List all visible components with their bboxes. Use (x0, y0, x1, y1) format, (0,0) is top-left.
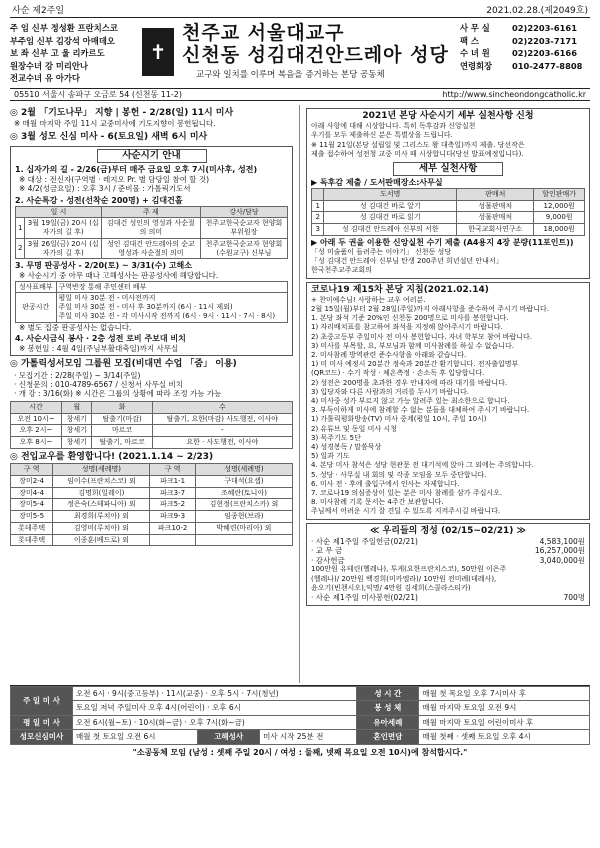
church-logo-icon: ✝ (142, 28, 174, 76)
footer-note: "소공동체 모임 (남성 : 셋째 주일 20시 / 여성 : 둘째, 넷째 목요일 오전 10시)에 참석합시다." (132, 747, 468, 757)
table-header: 주 제 (102, 206, 201, 218)
table-row: 롯데주택 김영미(루치아) 외 파크10-2 박혜련(마리아) 외 (11, 522, 293, 534)
title-box (182, 22, 460, 86)
parish-motto: 교구와 일치를 이루며 복음을 증거하는 본당 공동체 (196, 70, 385, 80)
clergy-line: 원장수녀 강 미리안나 (10, 60, 88, 71)
marian-mass-heading: ◎ 3월 성모 신심 미사 - 6(토요일) 새벽 6시 미사 (10, 131, 208, 142)
right-column (300, 105, 590, 683)
clergy-line: 부주임 신부 김강석 아매데오 (10, 35, 115, 46)
table-row: 오후 2시~ 창세기 마르코 - (11, 425, 293, 437)
lenten-guide-box (10, 146, 293, 357)
covid-line: 6. 미사 전 · 후에 출입구에서 인사는 자제합니다. (311, 479, 460, 488)
address-bar (10, 88, 590, 101)
table-header: 화 (92, 401, 152, 413)
table-row: 성모신심미사 매월 첫 토요일 오전 6시 고해성사 미사 시작 25분 전 혼인면담 매월 첫째 · 셋째 토요일 오후 4시 (11, 730, 590, 744)
covid-line: 2월 15일(월)부터 2월 28일(주일)까지 아래사항을 준수하여 주시기 바랍니다. (311, 305, 550, 313)
practice-heading: ▶ 독후감 제출 / 도서판매장소:사무실 (311, 177, 443, 187)
address: 05510 서울시 송파구 오금로 54 (신천동 11-2) (14, 90, 183, 99)
table-row: 3 성 김대건 안드레아 신부의 서한 한국교회사연구소 18,000원 (312, 224, 585, 236)
contact-row: 연령회장 010-2477-8808 (460, 60, 583, 71)
confession-table (15, 281, 288, 323)
bible-group-heading: ◎ 가톨릭성서모임 그룹원 모집(비대면 수업 「줌」 이용) (10, 359, 237, 370)
issue-week: 사순 제2주일 (12, 6, 65, 16)
table-row: 장미5-4 정은숙(스테파니아) 외 파크5-2 김현정(프란치스카) 외 (11, 499, 293, 511)
offering-row: · 감사헌금 3,040,000원 (311, 555, 585, 565)
contact-row: 팩 스 02)2203-7171 (460, 35, 577, 46)
table-header: 할인판매가 (534, 188, 585, 200)
table-row: 오전 10시~ 창세기 탈출기(마감) 탈출기, 요한(마감) 사도행전, 이사야 (11, 413, 293, 425)
covid-line: 1) 자리배치표를 참고하여 좌석을 지정해 앉아주시기 바랍니다. (311, 323, 503, 332)
lent-practice-box (306, 108, 590, 279)
table-row: 토요일 저녁 주일미사 오후 4시(어린이) · 오후 6시 봉 성 체 매월 마지막 토요일 오전 9시 (11, 701, 590, 715)
clergy-line: 주 임 신부 정성환 프란치스코 (10, 23, 118, 33)
offering-donors: 100만원 유테린(헬레나), 투게(요한프란치스코), 50만원 이은주 (헬레나)/ 20만원 백경희(미카엘라)/ 10만원 전미례(데레사), 윤오기(빈첸시오),익명/ 4만원 김세희(스콜라스티카) (311, 565, 507, 592)
table-row: 롯데주택 이종훈(베드로) 외 (11, 534, 293, 546)
practice-note: ▶ 아래 두 권을 이용한 신앙실천 수기 제출 (A4용지 4장 분량(11포인트)) (311, 237, 574, 247)
covid-line: 4) 성경봉독 / 말씀묵상 (311, 443, 382, 452)
masthead (10, 22, 590, 86)
covid-line: 7. 코로나19 의심증상이 있는 분은 미사 참례를 삼가 주십시오. (311, 489, 503, 498)
practice-subtitle: 세부 실천사항 (393, 162, 503, 176)
covid-guideline-title: 코로나19 제15차 본당 지침(2021.02.14) (311, 284, 489, 295)
table-row: 장미2-4 임이수(프란치스코) 외 파크1-1 구대석(요셉) (11, 475, 293, 487)
table-row: 장미4-4 김명희(일레이) 파크3-7 조혜란(토니아) (11, 487, 293, 499)
table-header: 월 (61, 401, 92, 413)
covid-guideline-lines (311, 296, 585, 517)
confession-heading: 3. 무명 판공성사 - 2/20(토) ~ 3/31(수) 고해소 (15, 261, 192, 271)
covid-line: 주님께서 어려운 시기 잘 견딜 수 있도록 지켜주시길 바랍니다. (311, 507, 501, 516)
covid-line: 1) 미 미사 예정시 20분간 정숙과 20분간 환기합니다. 전자출입명부 (311, 360, 519, 369)
clergy-line: 전교수녀 유 아가다 (10, 73, 80, 84)
covid-line: 1. 본당 좌석 기준 20%인 신천동 200명으로 미사를 봉헌합니다. (311, 314, 509, 323)
prayer-tree-note: ※ 매월 마지막 주일 11시 교중미사에 기도지향이 봉헌됩니다. (14, 119, 216, 129)
clergy-list (10, 22, 138, 86)
table-header: 구 역 (150, 464, 195, 476)
covid-line: 2. 미사참례 방역관련 준수사항을 아래와 같습니다. (311, 351, 467, 360)
covid-line: 3) 미사를 부목할, 요, 부모님과 함께 미사참례를 하실 수 없습니다. (311, 341, 514, 350)
offering-row: · 사순 제1주일 미사봉헌(02/21) 700명 (311, 593, 585, 603)
contact-row: 수 녀 원 02)2203-6166 (460, 48, 577, 59)
covid-guideline-box (306, 282, 590, 520)
offering-row: · 사순 제1주일 주일헌금(02/21) 4,583,100원 (311, 536, 585, 546)
covid-line: 3) 묵주기도 5단 (311, 433, 361, 442)
confession-note: ※ 별도 집중 판공성사는 없습니다. (19, 322, 132, 332)
mass-schedule (10, 685, 590, 745)
stations-heading: 1. 십자가의 길 - 2/26(금)부터 매주 금요일 오후 7시(미사후, 성전) (15, 164, 258, 174)
table-header: 일 시 (16, 206, 102, 218)
lecture-table (15, 206, 288, 260)
issue-date: 2021.02.28.(제2049호) (486, 6, 588, 16)
lent-practice-title: 2021년 본당 사순시기 세부 실천사항 신청 (362, 111, 534, 121)
covid-line: 2) 초중고등부 주일미사 전 미사 봉헌합니다. 자녀 학부모 참여 바랍니다. (311, 332, 532, 341)
top-bar (10, 6, 590, 18)
table-header: 강사/담당 (200, 206, 287, 218)
table-row: 성사표배부 구역반장 통해 주민센터 배부 (16, 281, 288, 293)
covid-line: 8. 미사참례 기록 문서는 4주간 보관합니다. (311, 498, 444, 507)
left-column (10, 105, 300, 683)
bible-group-line: · 신청문의 : 010-4789-6567 / 신청서 사무실 비치 (14, 380, 183, 389)
parish-title: 신천동 성김대건안드레아 성당 (182, 44, 449, 66)
mass-schedule-table (10, 686, 590, 745)
prayer-tree-heading: ◎ 2월 「기도나무」 지향 | 봉헌 - 2/28(일) 11시 미사 (10, 108, 234, 118)
bible-group-line: · 모집기간 : 2/28(주일) ~ 3/14(주일) (14, 370, 141, 380)
covid-line: 5. 성당 · 사무실 내 회의 및 각종 모임을 모두 중단합니다. (311, 470, 487, 479)
lecture-heading: 2. 사순특강 - 성전(선착순 200명) + 김대건홀 (15, 195, 183, 205)
table-header: 판매처 (457, 188, 534, 200)
covid-line: + 찬미예수님! 사랑하는 교우 여러분. (311, 295, 426, 304)
website-link[interactable]: http://www.sincheondongcatholic.kr (442, 90, 586, 99)
table-row: 1 성 김대건 바로 알기 성물판매처 12,000원 (312, 200, 585, 212)
table-row: 1 3월 19일(금) 20시 (십자가의 길 후) 김대건 성인의 영성과 사순절의 의미 천주교한국순교자 현양회 부위원장 (16, 218, 288, 239)
contact-row: 사 무 실 02)2203-6161 (460, 23, 577, 33)
lent-practice-lines: 아래 사항에 대해 시상합니다. 특히 독후감과 신앙실천 우기를 모두 제출하신 분은 특별상을 드립니다. ※ 11월 21일(본당 설립일 및 그리스도 왕 대축일)까지 제출. 당선작은 제출 접수하여 성전청 교중 미사 때 시상합니다(당선 발표예정입니다). (311, 122, 525, 158)
table-row: 평 일 미 사 오전 6시(월~토) · 10시(화~금) · 오후 7시(화~금) 유아세례 매월 마지막 토요일 어린이미사 후 (11, 715, 590, 729)
content-columns (10, 105, 590, 683)
covid-line: 3. 부득이하게 미사에 참례할 수 없는 분들을 대체하여 주시기 바랍니다. (311, 406, 530, 415)
clergy-line: 보 좌 신부 고 울 리카르도 (10, 48, 105, 59)
offering-row: · 교 무 금 16,257,000원 (311, 546, 585, 556)
practice-books: 「성 미술품이 들려주는 이야기」 신천동 성당 「성 김대건 안드레아 신부님 탄생 200주년 희년설년 안내서」 한국천주교주교회의 (311, 247, 503, 275)
table-row: 2 성 김대건 바로 읽기 성물판매처 9,000원 (312, 212, 585, 224)
table-row: 오후 8시~ 창세기 탈출기, 마르코 요한 · 사도행전, 이사야 (11, 437, 293, 449)
lenten-guide-title: 사순시기 안내 (97, 149, 207, 163)
table-header: 시간 (11, 401, 62, 413)
newcomers-heading: ◎ 전입교우를 환영합니다! (2021.1.14 ~ 2/23) (10, 451, 214, 462)
diocese-title: 천주교 서울대교구 (182, 22, 345, 44)
covid-line: 1) 가톨릭평화방송(TV) 미사 중계(평일 10시, 주일 10시) (311, 415, 487, 424)
offering-box (306, 523, 590, 606)
table-header: 수 (152, 401, 292, 413)
covid-line: 4) 미사중 성가 부르지 않고 가능 알려주 있는 최소한으로 합니다. (311, 397, 510, 406)
confession-note: ※ 사순시기 중 아무 때나 고해성사는 판공성사에 해당합니다. (19, 271, 219, 281)
covid-line: (QR코드) · 수기 작성 · 체온측정 · 손소독 후 입당합니다. (311, 369, 485, 378)
covid-line: 4. 본당 미사 참석은 성당 현관문 전 대기석에 앉아 그 외에는 주의합니다. (311, 461, 534, 470)
stations-note: ※ 4/2(성금요일) : 오후 3시 / 준비물 : 가톨릭기도서 (19, 184, 191, 194)
newcomers-table (10, 463, 293, 546)
table-row: 판공시간 평일 미사 30분 전 - 미사전까지 주일 미사 30분 전 - 미사 후 30분까지 (6시 · 11시 제외) 주일 미사 30분 전 - 각 미사시작 전까지 (6시 · 9시 · 11시 · 7시 · 8시) (16, 293, 288, 322)
table-row: 장미5-5 최경희(루치아) 외 파크9-3 임종현(브라) (11, 511, 293, 523)
table-header: 도서명 (324, 188, 457, 200)
table-header: 성명(세례명) (53, 464, 150, 476)
covid-line: 2) 유튜브 및 동일 미사 시청 (311, 424, 397, 433)
offering-title: ≪ 우리들의 정성 (02/15~02/21) ≫ (370, 525, 526, 536)
fasting-note: ※ 봉헌일 : 4월 4일(주님부활대축일)까지 사무실 (19, 344, 179, 353)
covid-line: 5) 일과 기도 (311, 452, 350, 461)
table-header: 성명(세례명) (195, 464, 292, 476)
contact-list (460, 22, 590, 86)
book-table (311, 188, 585, 236)
table-header: 구 역 (11, 464, 53, 476)
table-row: 주 일 미 사 오전 6시 · 9시(중고등부) · 11시(교중) · 오후 5시 · 7시(청년) 성 시 간 매월 첫 목요일 오후 7시미사 후 (11, 687, 590, 701)
bible-schedule-table (10, 401, 293, 449)
covid-line: 2) 성전은 200명을 초과한 경우 안내자에 따라 대기를 바랍니다. (311, 378, 508, 387)
fasting-heading: 4. 사순시금식 봉사 · 2층 성전 로비 주보대 비치 (15, 334, 186, 343)
table-row: 2 3월 26일(금) 20시 (십자가의 길 후) 성인 김대건 안드레아의 순교영성과 사순절의 의미 천주교한국순교자 현양회(수원교구) 신부님 (16, 238, 288, 259)
bible-group-line: · 개 강 : 3/16(화) ※ 시간은 그룹의 상황에 따라 조정 가능 가능 (14, 389, 222, 399)
stations-note: ※ 대상 : 전신자(구역별 · 레지오 Pr. 별 담당일 참여 할 것) (19, 174, 210, 184)
covid-line: 3) 입당자와 다른 사람과의 거리를 두시기 바랍니다. (311, 387, 469, 396)
